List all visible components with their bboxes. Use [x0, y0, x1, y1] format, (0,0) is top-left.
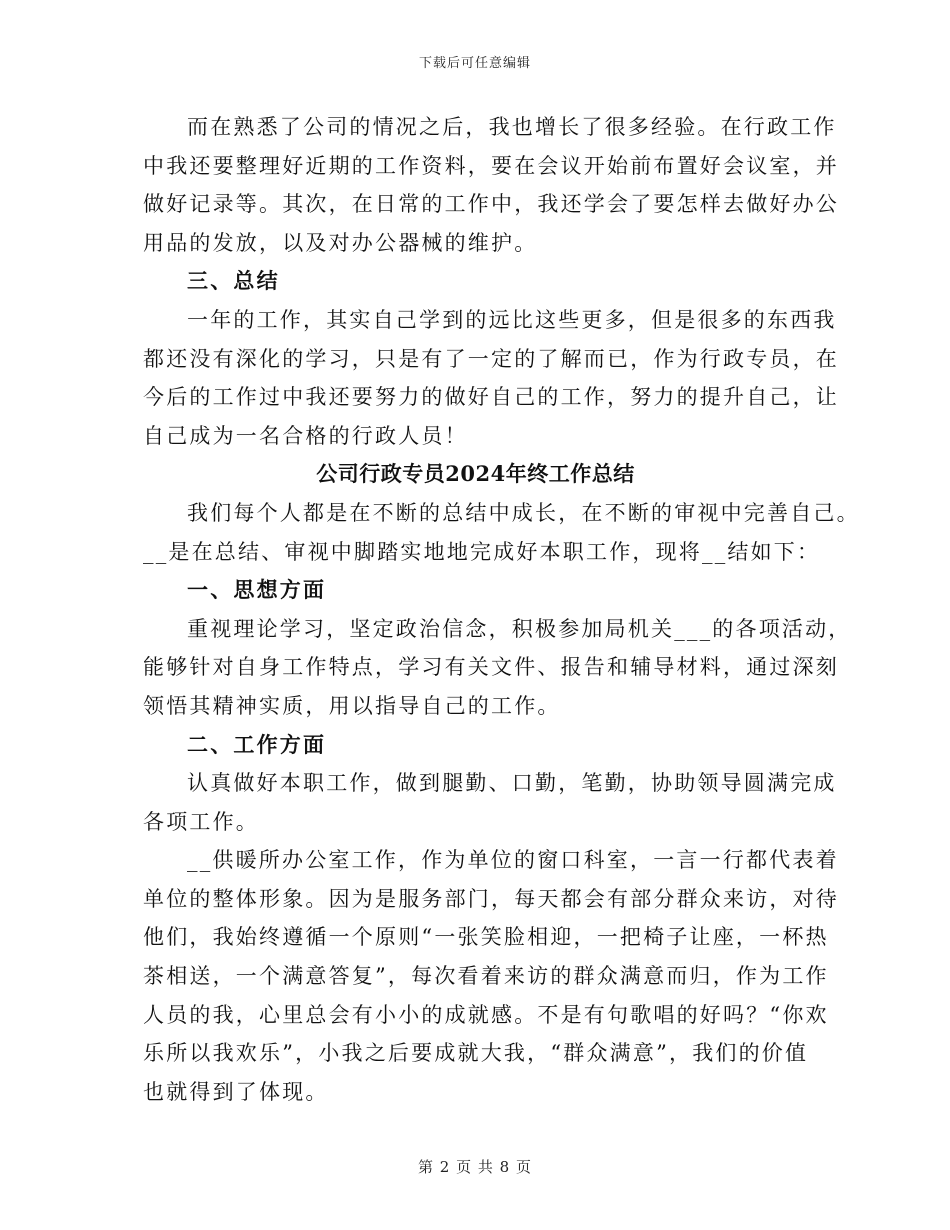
paragraph-line: 乐所以我欢乐”，小我之后要成就大我，“群众满意”，我们的价值: [143, 1041, 809, 1066]
paragraph-line: 自己成为一名合格的行政人员！: [143, 423, 468, 448]
page-footer: 第 2 页 共 8 页: [418, 1158, 532, 1176]
paragraph-line: 都还没有深化的学习，只是有了一定的了解而已，作为行政专员，在: [143, 346, 839, 371]
paragraph-line: 领悟其精神实质，用以指导自己的工作。: [143, 693, 561, 718]
paragraph-line: 中我还要整理好近期的工作资料，要在会议开始前布置好会议室，并: [143, 153, 839, 178]
section-heading-work: 二、工作方面: [187, 731, 327, 757]
paragraph-line: 他们，我始终遵循一个原则“一张笑脸相迎，一把椅子让座，一杯热: [143, 925, 829, 950]
paragraph-line: __供暖所办公室工作，作为单位的窗口科室，一言一行都代表着: [187, 848, 839, 873]
document-body: [143, 108, 860, 1111]
paragraph-line: 能够针对自身工作特点，学习有关文件、报告和辅导材料，通过深刻: [143, 655, 839, 680]
paragraph-line: 认真做好本职工作，做到腿勤、口勤，笔勤，协助领导圆满完成: [187, 771, 837, 796]
paragraph-line: 用品的发放，以及对办公器械的维护。: [143, 230, 538, 255]
paragraph-line: 茶相送，一个满意答复”，每次看着来访的群众满意而归，作为工作: [143, 964, 829, 989]
section-heading-thought: 一、思想方面: [187, 577, 327, 603]
paragraph-line: 单位的整体形象。因为是服务部门，每天都会有部分群众来访，对待: [143, 886, 839, 911]
paragraph-line: __是在总结、审视中脚踏实地地完成好本职工作，现将__结如下：: [143, 539, 821, 564]
paragraph-line: 今后的工作过中我还要努力的做好自己的工作，努力的提升自己，让: [143, 385, 839, 410]
paragraph-line: 我们每个人都是在不断的总结中成长，在不断的审视中完善自己。: [187, 500, 860, 525]
section-heading-summary: 三、总结: [187, 268, 280, 294]
document-title: 公司行政专员2024年终工作总结: [316, 461, 635, 487]
paragraph-line: 重视理论学习，坚定政治信念，积极参加局机关___的各项活动，: [187, 616, 852, 641]
paragraph-line: 一年的工作，其实自己学到的远比这些更多，但是很多的东西我: [187, 307, 837, 332]
paragraph-line: 做好记录等。其次，在日常的工作中，我还学会了要怎样去做好办公: [143, 192, 839, 217]
paragraph-line: 各项工作。: [143, 809, 259, 834]
paragraph-line: 也就得到了体现。: [143, 1079, 329, 1104]
paragraph-line: 而在熟悉了公司的情况之后，我也增长了很多经验。在行政工作: [187, 115, 837, 139]
paragraph-line: 人员的我，心里总会有小小的成就感。不是有句歌唱的好吗？“你欢: [143, 1002, 829, 1027]
page-header: 下载后可任意编辑: [418, 56, 531, 71]
